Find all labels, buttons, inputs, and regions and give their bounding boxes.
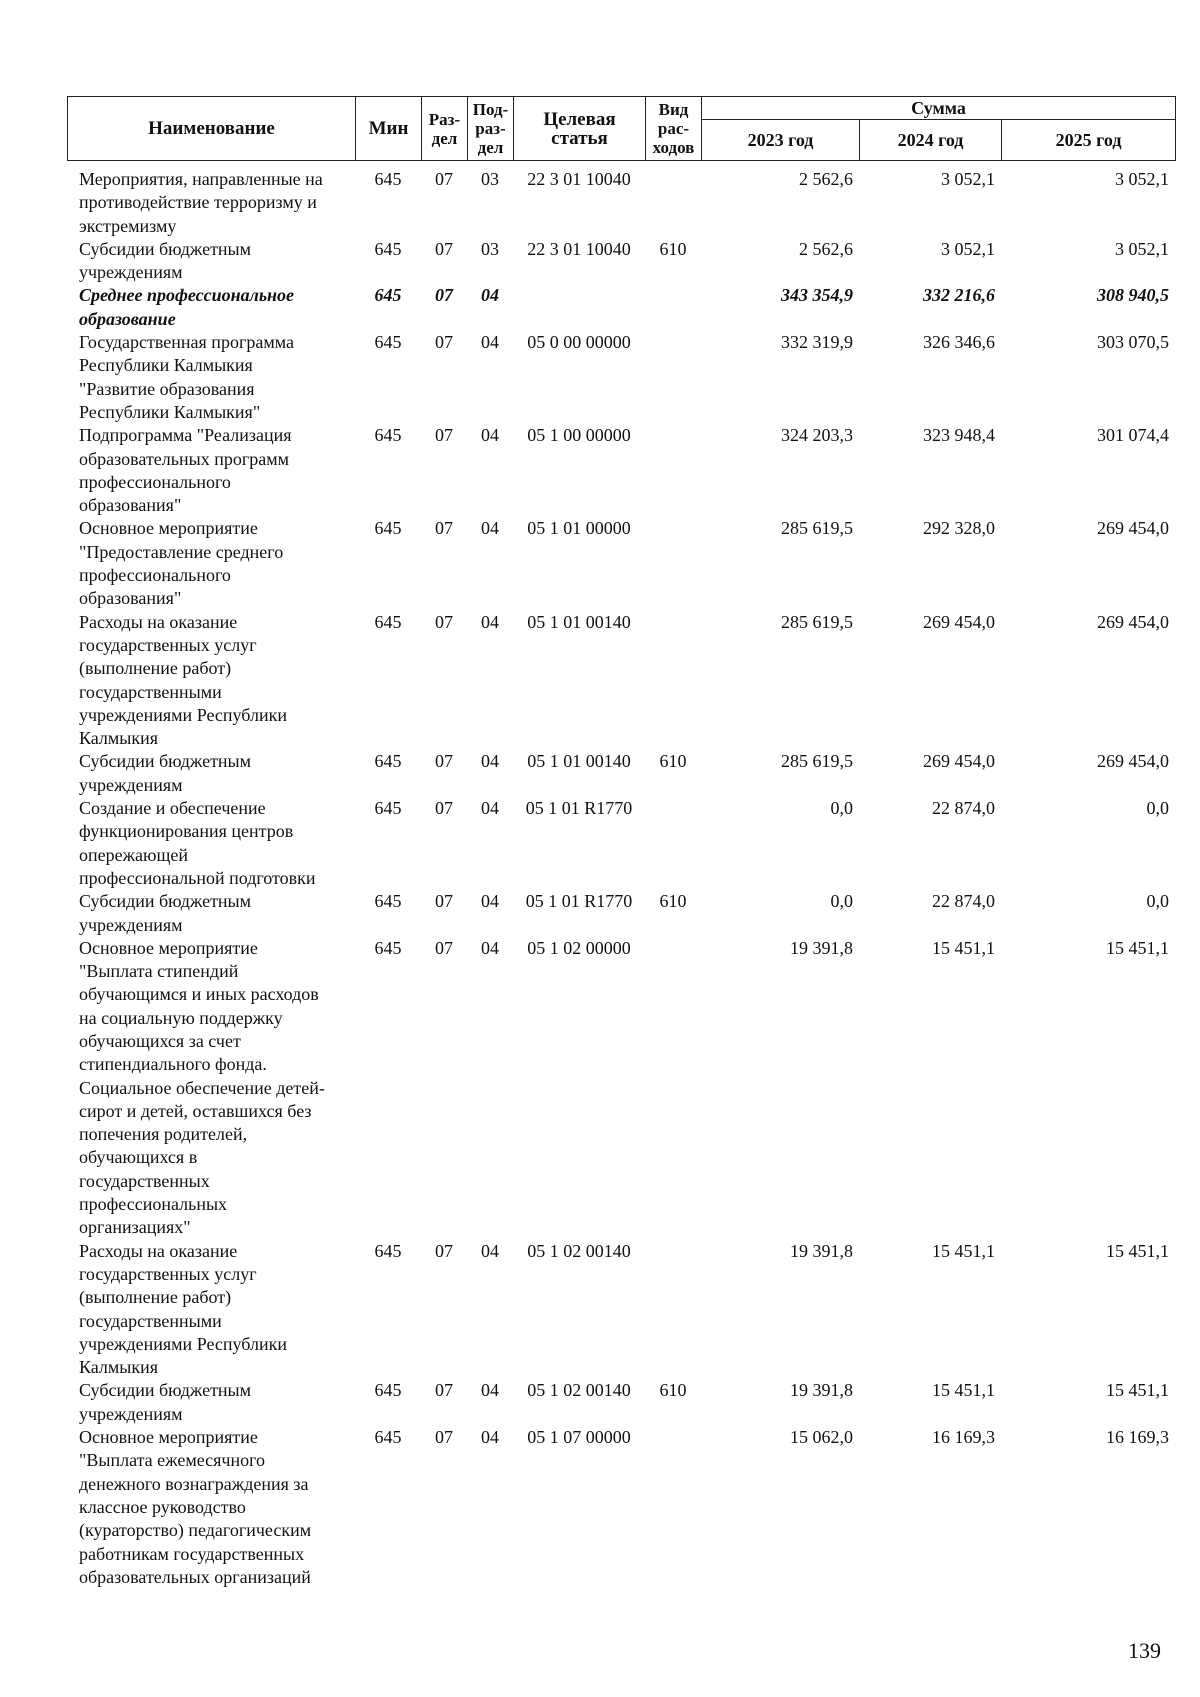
cell-podrazdel: 04 — [481, 751, 499, 772]
header-summa: Сумма — [702, 97, 1176, 120]
cell-min: 645 — [374, 332, 402, 353]
cell-y2024: 15 451,1 — [932, 937, 995, 958]
table-row — [67, 797, 1175, 890]
cell-y2023: 2 562,6 — [799, 169, 853, 189]
cell-name: Расходы на оказание государственных услуг (выполнение работ) государственными учреждениями Республики Калмыкия — [79, 1240, 287, 1378]
table-row — [67, 1426, 1175, 1589]
cell-y2023: 285 619,5 — [781, 611, 853, 632]
cell-min: 645 — [374, 891, 402, 912]
cell-podrazdel: 04 — [481, 425, 499, 446]
header-podrazdel: Под- раз- дел — [468, 97, 514, 161]
cell-razdel: 07 — [435, 891, 453, 912]
cell-razdel: 07 — [435, 798, 453, 819]
cell-podrazdel: 04 — [481, 518, 499, 539]
cell-name: Среднее профессиональное образование — [79, 285, 295, 329]
cell-target: 05 1 01 00140 — [527, 751, 631, 772]
cell-razdel: 07 — [435, 751, 453, 772]
cell-razdel: 07 — [435, 285, 453, 306]
table-row — [67, 331, 1175, 424]
header-year-2024: 2024 год — [860, 120, 1002, 161]
cell-y2025: 303 070,5 — [1097, 332, 1169, 353]
cell-y2024: 269 454,0 — [923, 751, 995, 772]
cell-y2023: 343 354,9 — [781, 285, 853, 306]
cell-target: 05 1 02 00140 — [527, 1380, 631, 1401]
cell-razdel: 07 — [435, 1380, 453, 1401]
cell-y2024: 15 451,1 — [932, 1380, 995, 1401]
table-row — [67, 611, 1175, 751]
cell-min: 645 — [374, 798, 402, 819]
cell-vid — [645, 1426, 701, 1589]
cell-min: 645 — [374, 425, 402, 446]
cell-target: 05 1 01 00140 — [527, 611, 631, 632]
cell-target: 05 1 01 R1770 — [525, 798, 633, 819]
cell-name: Субсидии бюджетным учреждениям — [79, 891, 252, 935]
cell-y2025: 3 052,1 — [1115, 169, 1169, 189]
table-row — [67, 750, 1175, 797]
cell-razdel: 07 — [435, 518, 453, 539]
cell-y2025: 15 451,1 — [1106, 1240, 1169, 1261]
cell-min: 645 — [374, 1380, 402, 1401]
cell-vid — [645, 168, 701, 238]
cell-razdel: 07 — [435, 1427, 453, 1448]
cell-y2025: 3 052,1 — [1115, 238, 1169, 259]
cell-y2024: 22 874,0 — [932, 891, 995, 912]
budget-table — [67, 168, 1175, 1589]
cell-target: 05 1 02 00000 — [527, 937, 631, 958]
cell-y2025: 15 451,1 — [1106, 1380, 1169, 1401]
cell-target: 05 1 01 R1770 — [525, 891, 633, 912]
cell-min: 645 — [374, 611, 402, 632]
cell-vid — [645, 611, 701, 751]
cell-target: 05 1 02 00140 — [527, 1240, 631, 1261]
cell-name: Основное мероприятие "Выплата ежемесячного денежного вознаграждения за классное руководство (кураторство) педагогическим работникам государственных образовательных организаций — [79, 1427, 312, 1587]
cell-y2024: 3 052,1 — [941, 238, 995, 259]
cell-y2023: 19 391,8 — [790, 937, 853, 958]
cell-y2025: 308 940,5 — [1097, 285, 1169, 306]
cell-razdel: 07 — [435, 1240, 453, 1261]
cell-name: Подпрограмма "Реализация образовательных программ профессионального образования" — [79, 425, 292, 516]
cell-podrazdel: 04 — [481, 1240, 499, 1261]
cell-y2025: 301 074,4 — [1097, 425, 1169, 446]
cell-y2023: 324 203,3 — [781, 425, 853, 446]
cell-name: Субсидии бюджетным учреждениям — [79, 1380, 252, 1424]
header-name: Наименование — [68, 97, 356, 161]
page-number: 139 — [1128, 1638, 1161, 1663]
cell-podrazdel: 04 — [481, 937, 499, 958]
table-row — [67, 238, 1175, 285]
cell-min: 645 — [374, 238, 402, 259]
cell-y2023: 285 619,5 — [781, 518, 853, 539]
cell-y2023: 15 062,0 — [790, 1427, 853, 1448]
header-year-2025: 2025 год — [1002, 120, 1176, 161]
cell-y2024: 332 216,6 — [923, 285, 995, 306]
cell-podrazdel: 04 — [481, 611, 499, 632]
cell-min: 645 — [374, 937, 402, 958]
table-row — [67, 517, 1175, 610]
cell-min: 645 — [374, 1427, 402, 1448]
cell-y2025: 0,0 — [1146, 798, 1169, 819]
cell-y2023: 19 391,8 — [790, 1380, 853, 1401]
cell-name: Создание и обеспечение функционирования центров опережающей профессиональной подготовки — [79, 798, 316, 888]
cell-y2024: 16 169,3 — [932, 1427, 995, 1448]
cell-y2024: 3 052,1 — [941, 169, 995, 189]
cell-podrazdel: 03 — [481, 169, 499, 189]
cell-target: 05 1 01 00000 — [527, 518, 631, 539]
cell-podrazdel: 04 — [481, 332, 499, 353]
table-header — [67, 96, 1176, 161]
cell-vid — [645, 517, 701, 610]
cell-min: 645 — [374, 169, 402, 189]
table-row — [67, 1379, 1175, 1426]
cell-target: 22 3 01 10040 — [527, 238, 631, 259]
table-row — [67, 890, 1175, 937]
cell-target: 05 1 07 00000 — [527, 1427, 631, 1448]
cell-podrazdel: 04 — [481, 1380, 499, 1401]
cell-target: 22 3 01 10040 — [527, 169, 631, 189]
cell-y2023: 332 319,9 — [781, 332, 853, 353]
table-row — [67, 937, 1175, 1240]
cell-podrazdel: 03 — [481, 238, 499, 259]
cell-razdel: 07 — [435, 937, 453, 958]
cell-vid: 610 — [659, 238, 687, 259]
cell-y2023: 19 391,8 — [790, 1240, 853, 1261]
cell-podrazdel: 04 — [481, 798, 499, 819]
cell-y2024: 323 948,4 — [923, 425, 995, 446]
cell-vid — [645, 284, 701, 331]
header-razdel: Раз- дел — [422, 97, 468, 161]
cell-razdel: 07 — [435, 238, 453, 259]
table-row — [67, 168, 1175, 238]
cell-vid — [645, 424, 701, 517]
cell-razdel: 07 — [435, 332, 453, 353]
cell-target: 05 0 00 00000 — [527, 332, 631, 353]
cell-name: Основное мероприятие "Предоставление среднего профессионального образования" — [79, 518, 284, 609]
cell-target: 05 1 00 00000 — [527, 425, 631, 446]
header-year-2023: 2023 год — [702, 120, 860, 161]
cell-y2025: 269 454,0 — [1097, 611, 1169, 632]
cell-name: Субсидии бюджетным учреждениям — [79, 751, 252, 795]
cell-y2024: 326 346,6 — [923, 332, 995, 353]
cell-y2023: 285 619,5 — [781, 751, 853, 772]
cell-y2025: 0,0 — [1146, 891, 1169, 912]
cell-podrazdel: 04 — [481, 1427, 499, 1448]
cell-y2023: 0,0 — [830, 891, 853, 912]
cell-vid — [645, 1240, 701, 1380]
cell-vid: 610 — [659, 751, 687, 772]
cell-vid: 610 — [659, 1380, 687, 1401]
cell-vid: 610 — [659, 891, 687, 912]
cell-y2024: 269 454,0 — [923, 611, 995, 632]
cell-min: 645 — [374, 751, 402, 772]
cell-y2025: 16 169,3 — [1106, 1427, 1169, 1448]
cell-razdel: 07 — [435, 425, 453, 446]
cell-y2023: 0,0 — [830, 798, 853, 819]
cell-y2025: 269 454,0 — [1097, 518, 1169, 539]
cell-y2025: 15 451,1 — [1106, 937, 1169, 958]
cell-y2024: 22 874,0 — [932, 798, 995, 819]
cell-podrazdel: 04 — [481, 285, 499, 306]
cell-min: 645 — [374, 1240, 402, 1261]
cell-name: Основное мероприятие "Выплата стипендий обучающимся и иных расходов на социальную поддержку обучающихся за счет стипендиального фонда. Социальное обеспечение детей- сирот и детей, оставшихся без попечения родителей, обучающихся в государственных профессиональных организациях" — [79, 937, 325, 1238]
table-row — [67, 424, 1175, 517]
cell-y2024: 15 451,1 — [932, 1240, 995, 1261]
header-target: Целевая статья — [514, 97, 646, 161]
cell-vid — [645, 331, 701, 424]
cell-vid — [645, 797, 701, 890]
cell-podrazdel: 04 — [481, 891, 499, 912]
header-vid: Вид рас- ходов — [646, 97, 702, 161]
cell-y2023: 2 562,6 — [799, 238, 853, 259]
cell-min: 645 — [374, 518, 402, 539]
cell-target — [513, 284, 645, 331]
cell-min: 645 — [374, 285, 402, 306]
cell-razdel: 07 — [435, 611, 453, 632]
cell-name: Государственная программа Республики Калмыкия "Развитие образования Республики Калмыкия" — [79, 332, 294, 422]
cell-name: Расходы на оказание государственных услуг (выполнение работ) государственными учреждениями Республики Калмыкия — [79, 611, 287, 749]
cell-y2024: 292 328,0 — [923, 518, 995, 539]
table-row — [67, 284, 1175, 331]
cell-y2025: 269 454,0 — [1097, 751, 1169, 772]
cell-name: Субсидии бюджетным учреждениям — [79, 238, 252, 283]
cell-vid — [645, 937, 701, 1240]
cell-name: Мероприятия, направленные на противодействие терроризму и экстремизму — [79, 169, 323, 236]
cell-razdel: 07 — [435, 169, 453, 189]
header-min: Мин — [356, 97, 422, 161]
table-row — [67, 1240, 1175, 1380]
